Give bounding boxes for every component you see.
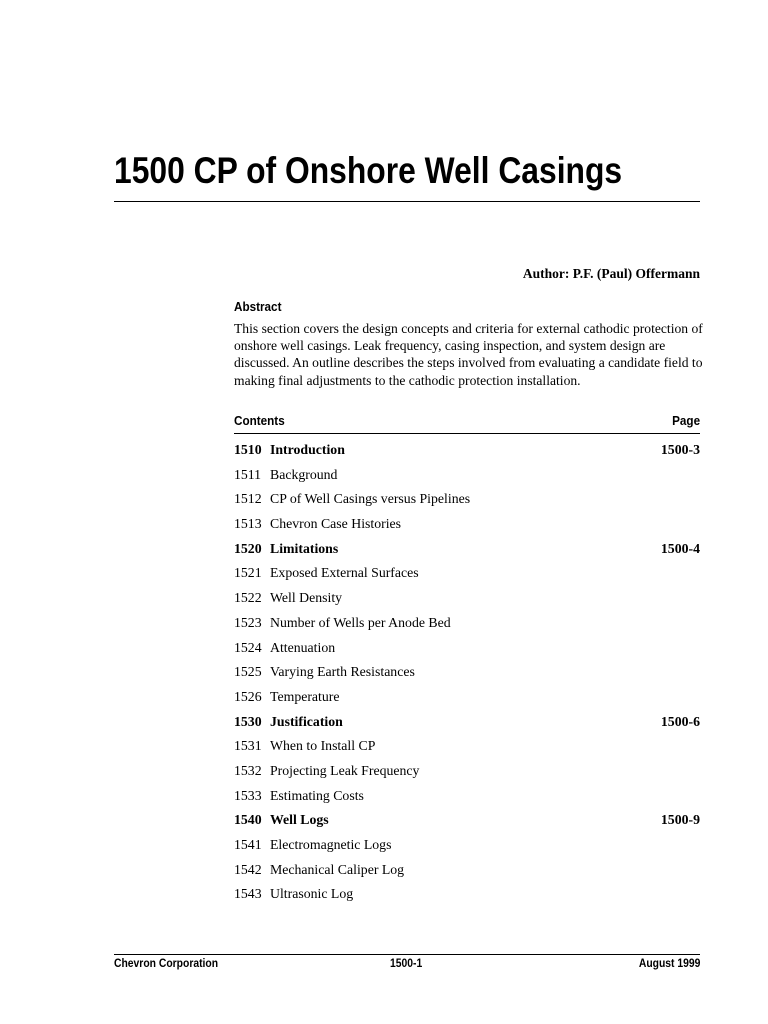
toc-entry-title: Number of Wells per Anode Bed xyxy=(270,614,451,630)
toc-section-row xyxy=(234,812,700,837)
toc-entry-number: 1531 xyxy=(234,738,262,754)
toc-subsection-row xyxy=(234,689,700,714)
toc-entry-number: 1532 xyxy=(234,762,262,778)
toc-entry-number: 1523 xyxy=(234,614,262,630)
toc-subsection-row xyxy=(234,664,700,689)
toc-entry-page: 1500-6 xyxy=(660,713,700,729)
contents-header xyxy=(234,413,700,431)
author-line: Author: P.F. (Paul) Offermann xyxy=(522,266,700,281)
toc-entry-number: 1542 xyxy=(234,861,262,877)
table-of-contents xyxy=(234,442,700,911)
toc-entry-number: 1540 xyxy=(234,812,262,828)
toc-entry-title: CP of Well Casings versus Pipelines xyxy=(270,491,471,507)
abstract-text: This section covers the design concepts and criteria for external cathodic protection of onshore well casings. Leak frequency, casing inspection, and system design are discussed. An outline describes the steps involved from evaluating a candidate field to making final adjustments to the cathodic protection installation. xyxy=(234,321,703,388)
toc-subsection-row xyxy=(234,467,700,492)
toc-subsection-row xyxy=(234,565,700,590)
toc-subsection-row xyxy=(234,788,700,813)
toc-entry-number: 1522 xyxy=(234,590,262,606)
toc-entry-number: 1512 xyxy=(234,491,262,507)
toc-subsection-row xyxy=(234,615,700,640)
toc-entry-number: 1530 xyxy=(234,713,262,729)
toc-entry-title: Introduction xyxy=(270,442,345,457)
page-footer xyxy=(114,958,700,974)
toc-entry-number: 1525 xyxy=(234,664,262,680)
toc-entry-page: 1500-9 xyxy=(660,812,700,828)
toc-entry-title: Exposed External Surfaces xyxy=(270,565,419,581)
toc-entry-title: Electromagnetic Logs xyxy=(270,837,392,852)
page-title: 1500 CP of Onshore Well Casings xyxy=(114,150,623,191)
footer-company: Chevron Corporation xyxy=(114,958,219,970)
toc-entry-title: Well Density xyxy=(270,590,343,606)
toc-entry-title: Ultrasonic Log xyxy=(270,886,354,902)
toc-entry-title: Chevron Case Histories xyxy=(270,516,402,532)
toc-entry-number: 1543 xyxy=(234,886,262,902)
toc-entry-title: Mechanical Caliper Log xyxy=(270,861,405,877)
abstract-heading: Abstract xyxy=(234,299,282,314)
toc-subsection-row xyxy=(234,738,700,763)
toc-entry-number: 1521 xyxy=(234,565,262,581)
toc-subsection-row xyxy=(234,516,700,541)
toc-section-row xyxy=(234,442,700,467)
title-divider xyxy=(114,201,700,202)
toc-entry-number: 1526 xyxy=(234,688,262,704)
toc-entry-number: 1511 xyxy=(234,466,262,482)
contents-heading: Contents xyxy=(234,413,285,428)
footer-divider xyxy=(114,954,700,955)
toc-subsection-row xyxy=(234,886,700,911)
page-column-heading: Page xyxy=(672,413,700,428)
toc-entry-page: 1500-4 xyxy=(660,540,700,556)
toc-entry-title: Temperature xyxy=(270,688,340,704)
toc-section-row xyxy=(234,714,700,739)
toc-subsection-row xyxy=(234,491,700,516)
toc-entry-title: Projecting Leak Frequency xyxy=(270,762,420,778)
toc-section-row xyxy=(234,541,700,566)
toc-entry-number: 1533 xyxy=(234,787,262,803)
toc-subsection-row xyxy=(234,837,700,862)
footer-date: August 1999 xyxy=(638,958,700,970)
toc-subsection-row xyxy=(234,763,700,788)
toc-subsection-row xyxy=(234,862,700,887)
toc-entry-number: 1524 xyxy=(234,639,262,655)
toc-entry-title: Estimating Costs xyxy=(270,787,364,803)
toc-entry-title: Background xyxy=(270,466,338,482)
toc-entry-title: Justification xyxy=(270,713,343,729)
toc-entry-number: 1513 xyxy=(234,516,262,532)
toc-entry-title: When to Install CP xyxy=(270,738,376,754)
toc-entry-title: Limitations xyxy=(270,540,339,556)
toc-entry-title: Well Logs xyxy=(270,812,329,828)
toc-entry-title: Varying Earth Resistances xyxy=(270,664,415,680)
toc-entry-page: 1500-3 xyxy=(660,442,700,457)
contents-divider xyxy=(234,433,700,434)
toc-entry-number: 1520 xyxy=(234,540,262,556)
toc-subsection-row xyxy=(234,590,700,615)
footer-page-number: 1500-1 xyxy=(390,958,423,970)
toc-entry-number: 1541 xyxy=(234,837,262,852)
toc-entry-number: 1510 xyxy=(234,442,262,457)
toc-subsection-row xyxy=(234,640,700,665)
toc-entry-title: Attenuation xyxy=(270,639,336,655)
